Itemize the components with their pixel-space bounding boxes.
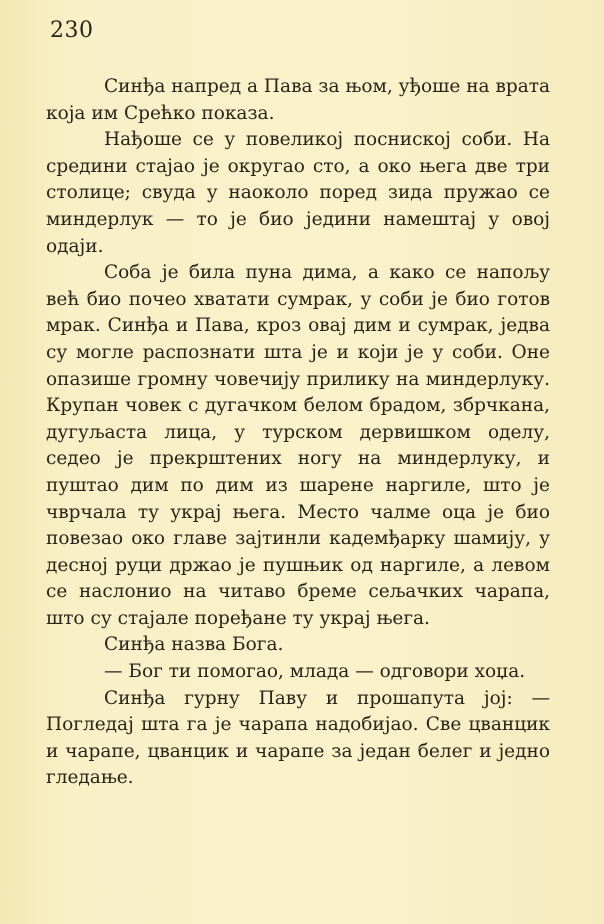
paragraph: Нађоше се у повеликој посниској соби. На средини стајао је округао сто, а око њега две три столице; свуда у наоколо поред зида пружао се миндерлук — то је био једини намештај у овој одаји. [46,129,550,257]
page-number: 230 [50,18,94,43]
paragraph: Соба је била пуна дима, а како се напољу већ био почео хватати сумрак, у соби је био готов мрак. Синђа и Пава, кроз овај дим и сумрак, једва су могле распознати шта је и који је у соби. Оне опазише громну човечију прилику на миндерлуку. Крупан човек с дугачком белом брадом, збрчкана, дугуљаста лица, у турском дервишком оделу, седео је прекрштених ногу на миндерлуку, и пуштао дим по дим из шарене наргиле, што је чврчала ту украј њега. Место чалме оца је био повезао око главе зајтинли кадемђарку шамију, у десној руци држао је пушњик од наргиле, а левом се наслонио на читаво бреме сељачких чарапа, што су стајале поређане ту украј њега. [46,262,550,629]
paragraph: Синђа гурну Паву и прошапута јој: — Погледај шта га је чарапа надобијао. Све цванцик и чарапе, цванцик и чарапе за један белег и једно гледање. [46,687,550,789]
paragraph: Синђа назва Бога. [104,634,284,656]
paragraph: Синђа напред а Пава за њом, уђоше на врата која им Срећко показа. [46,76,550,124]
paragraph: — Бог ти помогао, млада — одговори хоџа. [104,661,526,683]
body-text [46,74,550,792]
